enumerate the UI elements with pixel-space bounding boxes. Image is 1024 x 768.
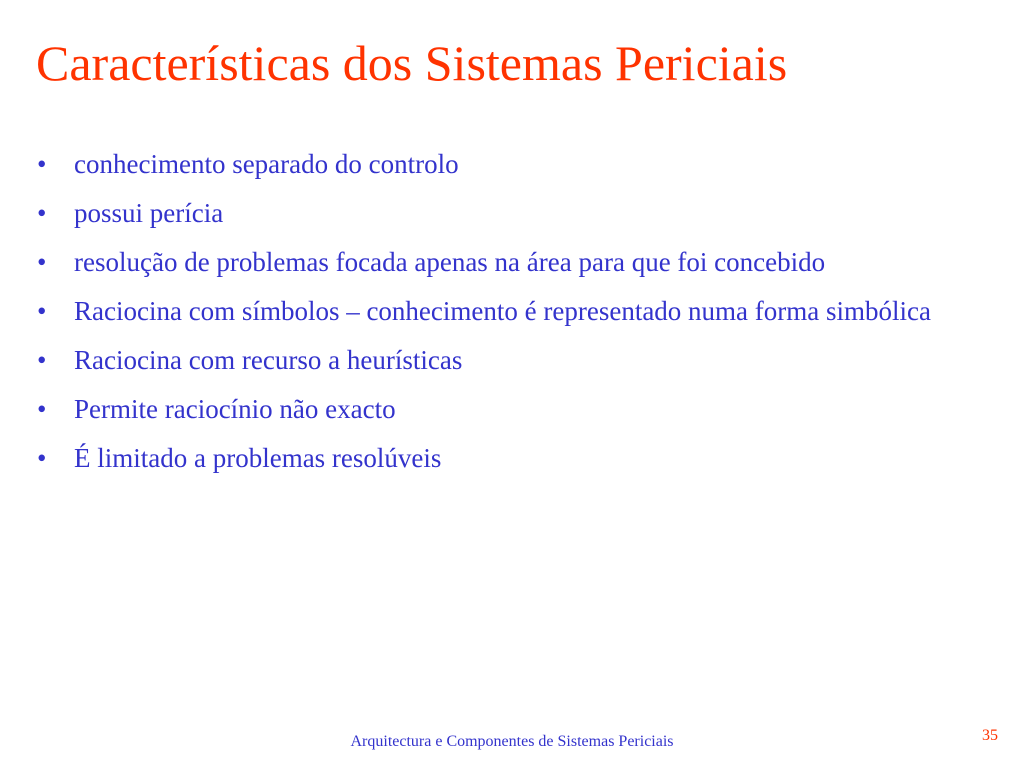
bullet-item (37, 146, 937, 182)
bullet-item (37, 293, 937, 329)
bullet-text: Raciocina com símbolos – conhecimento é representado numa forma simbólica (74, 296, 931, 326)
bullet-icon: • (37, 345, 47, 375)
bullet-text: É limitado a problemas resolúveis (74, 443, 442, 473)
bullet-item (37, 195, 937, 231)
slide-title: Características dos Sistemas Periciais (36, 35, 788, 91)
bullet-text: conhecimento separado do controlo (74, 149, 459, 179)
bullet-icon: • (37, 198, 47, 228)
bullet-icon: • (37, 247, 47, 277)
bullet-text: Permite raciocínio não exacto (74, 394, 396, 424)
bullet-text: Raciocina com recurso a heurísticas (74, 345, 463, 375)
bullet-icon: • (37, 443, 47, 473)
bullet-item (37, 244, 937, 280)
bullet-text: resolução de problemas focada apenas na área para que foi concebido (74, 247, 826, 277)
bullet-icon: • (37, 296, 47, 326)
bullet-icon: • (37, 149, 47, 179)
slide-footer: Arquitectura e Componentes de Sistemas Periciais (350, 733, 674, 750)
bullet-text: possui perícia (74, 198, 224, 228)
bullet-icon: • (37, 394, 47, 424)
bullet-item (37, 440, 937, 476)
page-number: 35 (982, 727, 998, 744)
bullet-item (37, 342, 937, 378)
bullet-list (37, 146, 937, 489)
bullet-item (37, 391, 937, 427)
